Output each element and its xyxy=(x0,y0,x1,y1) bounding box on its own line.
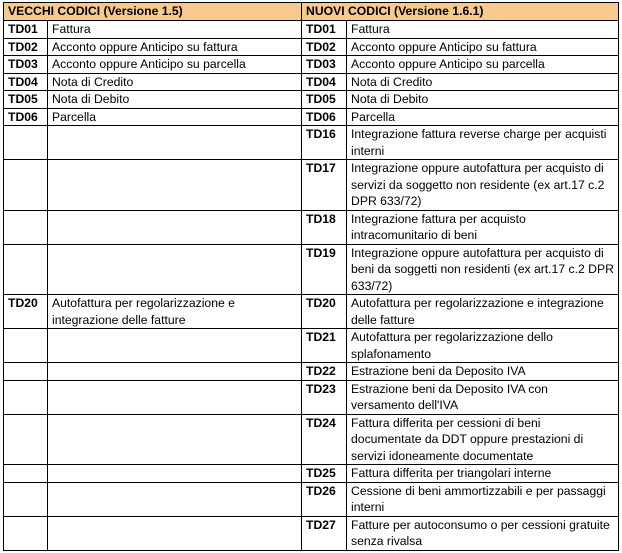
new-description-cell: Fattura differita per cessioni di beni documentate da DDT oppure prestazioni di servizi idoneamente documentate xyxy=(347,414,619,465)
old-description-cell: Autofattura per regolarizzazione e integrazione delle fatture xyxy=(48,295,302,329)
table-row xyxy=(4,414,619,465)
old-code-cell xyxy=(4,465,48,483)
codes-table-body xyxy=(4,21,619,551)
new-code-cell: TD16 xyxy=(302,126,347,160)
new-description-cell: Integrazione oppure autofattura per acquisto di servizi da soggetto non residente (ex art.17 c.2 DPR 633/72) xyxy=(347,160,619,211)
old-code-cell xyxy=(4,482,48,516)
old-description-cell xyxy=(48,516,302,550)
new-description-cell: Integrazione oppure autofattura per acquisto di beni da soggetti non residenti (ex art.17 c.2 DPR 633/72) xyxy=(347,244,619,295)
new-description-cell: Fatture per autoconsumo o per cessioni gratuite senza rivalsa xyxy=(347,516,619,550)
new-code-cell: TD03 xyxy=(302,56,347,74)
table-row xyxy=(4,295,619,329)
old-description-cell xyxy=(48,465,302,483)
table-row xyxy=(4,160,619,211)
table-row xyxy=(4,21,619,39)
new-code-cell: TD01 xyxy=(302,21,347,39)
new-code-cell: TD24 xyxy=(302,414,347,465)
new-code-cell: TD23 xyxy=(302,380,347,414)
old-code-cell: TD20 xyxy=(4,295,48,329)
old-code-cell xyxy=(4,414,48,465)
old-description-cell xyxy=(48,244,302,295)
new-code-cell: TD22 xyxy=(302,363,347,381)
new-description-cell: Integrazione fattura reverse charge per acquisti interni xyxy=(347,126,619,160)
old-description-cell: Fattura xyxy=(48,21,302,39)
old-description-cell: Acconto oppure Anticipo su fattura xyxy=(48,38,302,56)
old-description-cell xyxy=(48,329,302,363)
new-codes-header: NUOVI CODICI (Versione 1.6.1) xyxy=(302,3,619,21)
old-code-cell xyxy=(4,244,48,295)
new-code-cell: TD26 xyxy=(302,482,347,516)
old-description-cell: Nota di Debito xyxy=(48,91,302,109)
table-row xyxy=(4,380,619,414)
old-code-cell: TD02 xyxy=(4,38,48,56)
header-row xyxy=(4,3,619,21)
old-code-cell: TD03 xyxy=(4,56,48,74)
new-description-cell: Nota di Debito xyxy=(347,91,619,109)
old-description-cell: Nota di Credito xyxy=(48,73,302,91)
new-description-cell: Estrazione beni da Deposito IVA con versamento dell'IVA xyxy=(347,380,619,414)
old-description-cell xyxy=(48,363,302,381)
codes-table xyxy=(3,2,619,551)
old-description-cell xyxy=(48,414,302,465)
new-code-cell: TD18 xyxy=(302,210,347,244)
new-code-cell: TD25 xyxy=(302,465,347,483)
new-code-cell: TD19 xyxy=(302,244,347,295)
old-code-cell xyxy=(4,516,48,550)
old-code-cell: TD04 xyxy=(4,73,48,91)
new-code-cell: TD17 xyxy=(302,160,347,211)
new-code-cell: TD05 xyxy=(302,91,347,109)
old-code-cell: TD05 xyxy=(4,91,48,109)
old-description-cell xyxy=(48,160,302,211)
new-description-cell: Estrazione beni da Deposito IVA xyxy=(347,363,619,381)
old-code-cell xyxy=(4,210,48,244)
old-code-cell xyxy=(4,126,48,160)
table-row xyxy=(4,126,619,160)
table-row xyxy=(4,516,619,550)
old-description-cell xyxy=(48,126,302,160)
new-description-cell: Nota di Credito xyxy=(347,73,619,91)
table-row xyxy=(4,465,619,483)
new-code-cell: TD04 xyxy=(302,73,347,91)
old-code-cell xyxy=(4,380,48,414)
table-row xyxy=(4,363,619,381)
new-code-cell: TD21 xyxy=(302,329,347,363)
old-code-cell: TD06 xyxy=(4,108,48,126)
table-row xyxy=(4,38,619,56)
new-description-cell: Integrazione fattura per acquisto intracomunitario di beni xyxy=(347,210,619,244)
old-description-cell xyxy=(48,210,302,244)
new-code-cell: TD02 xyxy=(302,38,347,56)
old-description-cell: Parcella xyxy=(48,108,302,126)
old-code-cell xyxy=(4,329,48,363)
new-description-cell: Cessione di beni ammortizzabili e per passaggi interni xyxy=(347,482,619,516)
new-code-cell: TD27 xyxy=(302,516,347,550)
table-row xyxy=(4,210,619,244)
new-code-cell: TD06 xyxy=(302,108,347,126)
new-code-cell: TD20 xyxy=(302,295,347,329)
old-description-cell: Acconto oppure Anticipo su parcella xyxy=(48,56,302,74)
table-row xyxy=(4,73,619,91)
new-description-cell: Autofattura per regolarizzazione dello splafonamento xyxy=(347,329,619,363)
table-row xyxy=(4,108,619,126)
old-code-cell xyxy=(4,363,48,381)
new-description-cell: Fattura differita per triangolari interne xyxy=(347,465,619,483)
new-description-cell: Autofattura per regolarizzazione e integrazione delle fatture xyxy=(347,295,619,329)
old-code-cell: TD01 xyxy=(4,21,48,39)
new-description-cell: Parcella xyxy=(347,108,619,126)
table-row xyxy=(4,56,619,74)
table-row xyxy=(4,91,619,109)
old-description-cell xyxy=(48,380,302,414)
new-description-cell: Acconto oppure Anticipo su parcella xyxy=(347,56,619,74)
table-row xyxy=(4,329,619,363)
old-description-cell xyxy=(48,482,302,516)
old-codes-header: VECCHI CODICI (Versione 1.5) xyxy=(4,3,302,21)
table-row xyxy=(4,482,619,516)
new-description-cell: Acconto oppure Anticipo su fattura xyxy=(347,38,619,56)
table-row xyxy=(4,244,619,295)
old-code-cell xyxy=(4,160,48,211)
new-description-cell: Fattura xyxy=(347,21,619,39)
